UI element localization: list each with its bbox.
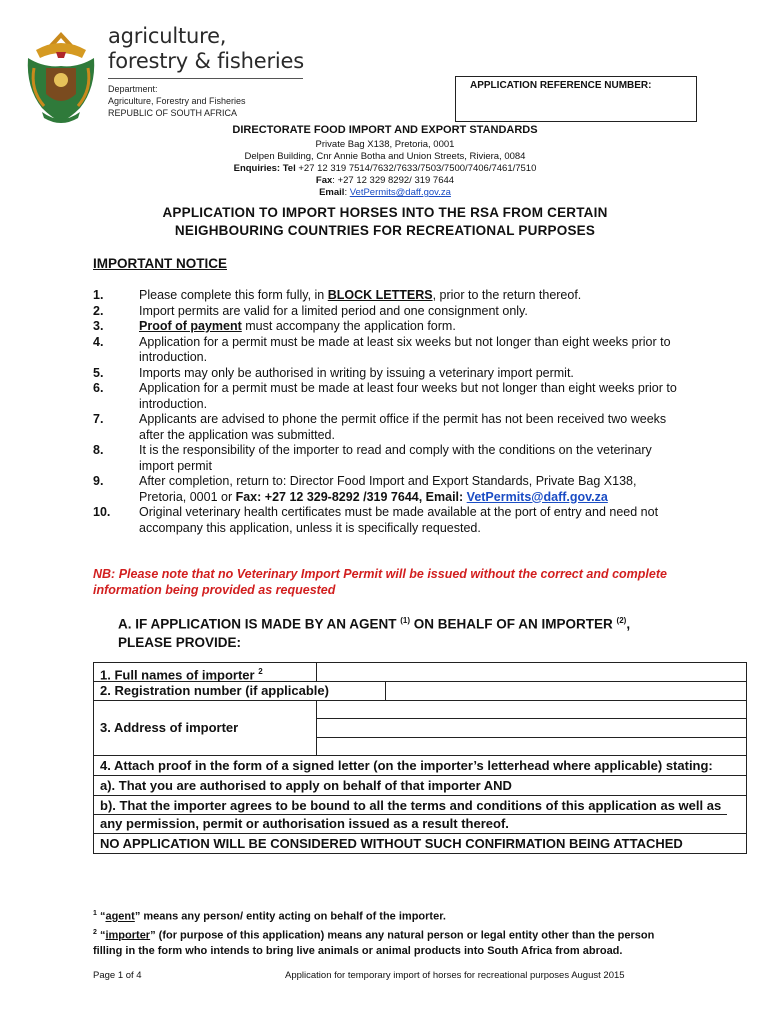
list-item	[93, 443, 683, 474]
item-text	[139, 474, 683, 505]
footnote-ref: (1)	[400, 616, 411, 625]
item-text: Applicants are advised to phone the permit office if the permit has not been received two weeks after the application was submitted.	[139, 412, 667, 442]
brand-line-2: forestry & fisheries	[108, 49, 305, 73]
notice-list	[93, 288, 683, 536]
enquiries-label: Enquiries: Tel	[233, 163, 296, 174]
nb-warning: NB: Please note that no Veterinary Import Permit will be issued without the correct and complete information being provided as requested	[93, 567, 667, 597]
item-emphasis: Fax: +27 12 329-8292 /319 7644, Email:	[235, 489, 467, 504]
footnote-ref: (2)	[616, 616, 627, 625]
list-item	[93, 319, 683, 335]
brand-divider	[108, 78, 303, 79]
item-text: Application for a permit must be made at least four weeks but not longer than eight weeks prior to introduction.	[139, 381, 677, 411]
item-number: 4.	[93, 334, 104, 349]
form-title	[0, 204, 770, 240]
enquiries-value: +27 12 319 7514/7632/7633/7503/7500/7406/7461/7510	[295, 163, 537, 174]
address-line-1: Private Bag X138, Pretoria, 0001	[315, 139, 455, 150]
address-input-line-1[interactable]	[317, 701, 746, 719]
address-label: 3. Address of importer	[94, 701, 317, 755]
table-row	[94, 776, 746, 796]
table-row	[94, 796, 746, 834]
fax-line	[0, 175, 770, 187]
department-brand	[108, 24, 304, 74]
fax-label: Fax	[315, 175, 333, 186]
brand-line-1: agriculture,	[108, 24, 227, 48]
item-number: 9.	[93, 474, 104, 488]
full-names-label	[94, 663, 317, 681]
item-emphasis: BLOCK LETTERS	[327, 288, 433, 302]
item-text: Import permits are valid for a limited period and one consignment only.	[139, 303, 528, 318]
email-link[interactable]: VetPermits@daff.gov.za	[349, 187, 451, 198]
address-line-2: Delpen Building, Cnr Annie Botha and Union Streets, Riviera, 0084	[244, 151, 526, 162]
condition-b-text: b). That the importer agrees to be bound to all the terms and conditions of this application as well as	[100, 798, 722, 813]
table-row	[94, 756, 746, 776]
list-item	[93, 366, 683, 382]
footnote-term: agent	[105, 910, 135, 923]
item-text-part: Please complete this form fully, in	[139, 288, 328, 302]
importer-form-table	[93, 662, 747, 854]
item-text: Application for a permit must be made at least six weeks but not longer than eight weeks prior to introduction.	[139, 334, 671, 364]
list-item	[93, 304, 683, 320]
notice-heading: IMPORTANT NOTICE	[93, 256, 227, 271]
table-row	[94, 682, 746, 701]
condition-a: a). That you are authorised to apply on behalf of that importer AND	[100, 778, 512, 793]
footnote-number: 2	[93, 928, 97, 936]
reference-number-label: APPLICATION REFERENCE NUMBER:	[470, 80, 652, 91]
footnote-1: $^1$ “agent” means any person/ entity acting on behalf of the importer.	[93, 910, 446, 923]
coat-of-arms-logo	[22, 28, 100, 126]
item-number: 5.	[93, 365, 104, 380]
enquiries-line	[0, 163, 770, 175]
footnote-text: (for purpose of this application) means any natural person or legal entity other than the person filling in the form who intends to bring live animals or animal products into South Africa from abroad.	[93, 929, 655, 958]
section-a-text: ON BEHALF OF AN IMPORTER	[410, 616, 617, 632]
address-input-line-3[interactable]	[317, 738, 746, 755]
footnote-number: 1	[93, 910, 97, 917]
item-number: 8.	[93, 443, 104, 457]
list-item	[93, 505, 683, 536]
document-footer: Application for temporary import of horses for recreational purposes August 2015	[285, 970, 625, 981]
item-text	[139, 319, 683, 335]
item-text: It is the responsibility of the importer to read and comply with the conditions on the veterinary import permit	[139, 443, 652, 473]
item-number: 2.	[93, 303, 104, 318]
condition-b	[94, 796, 727, 833]
no-application-warning: NO APPLICATION WILL BE CONSIDERED WITHOUT SUCH CONFIRMATION BEING ATTACHED	[100, 836, 683, 851]
page-number: Page 1 of 4	[93, 970, 142, 981]
item-text-part: , prior to the return thereof.	[432, 288, 582, 302]
title-line-2: NEIGHBOURING COUNTRIES FOR RECREATIONAL PURPOSES	[174, 223, 596, 238]
condition-b-continuation: any permission, permit or authorisation issued as a result thereof.	[94, 814, 727, 832]
table-row	[94, 701, 746, 756]
directorate-address	[0, 139, 770, 199]
footnote-2: $^2$ “importer” (for purpose of this application) means any natural person or legal entity other than the person filling in the form who intends to bring live animals or animal products into South Africa from abroad.	[93, 928, 655, 958]
item-text	[139, 288, 683, 304]
list-item	[93, 335, 683, 366]
footnote-text: means any person/ entity acting on behalf of the importer.	[140, 910, 446, 923]
department-subtitle	[108, 83, 246, 119]
sub-line-2: Agriculture, Forestry and Fisheries	[108, 96, 246, 106]
table-row	[94, 663, 746, 682]
sub-line-1: Department:	[108, 84, 158, 94]
table-row	[94, 834, 746, 853]
item-text: Imports may only be authorised in writing by issuing a veterinary import permit.	[139, 365, 574, 380]
list-item	[93, 474, 683, 505]
item-text-part: After completion, return to: Director Food Import and Export Standards, Private Bag X138, Pretoria, 0001 or	[139, 474, 637, 504]
email-line: Email: VetPermits@daff.gov.za	[319, 187, 451, 198]
section-a-heading	[118, 612, 678, 652]
full-names-label-text: 1. Full names of importer	[100, 667, 259, 683]
address-input-line-2[interactable]	[317, 719, 746, 737]
item-number: 7.	[93, 412, 104, 426]
item-text-part: must accompany the application form.	[241, 319, 456, 333]
proof-instruction: 4. Attach proof in the form of a signed letter (on the importer’s letterhead where applicable) stating:	[100, 758, 713, 773]
registration-number-label: 2. Registration number (if applicable)	[94, 682, 386, 700]
list-item	[93, 412, 683, 443]
footnote-ref: 2	[258, 667, 263, 676]
item-number: 6.	[93, 381, 104, 395]
footnote-term: importer	[105, 929, 151, 942]
item-number: 1.	[93, 288, 104, 302]
list-item	[93, 288, 683, 304]
item-number: 3.	[93, 319, 104, 333]
item-text: Original veterinary health certificates must be made available at the port of entry and need not accompany this application, unless it is specifically requested.	[139, 505, 659, 535]
title-line-1: APPLICATION TO IMPORT HORSES INTO THE RSA FROM CERTAIN	[162, 205, 608, 220]
list-item	[93, 381, 683, 412]
email-link[interactable]: VetPermits@daff.gov.za	[466, 489, 608, 504]
fax-value: : +27 12 329 8292/ 319 7644	[332, 175, 455, 186]
section-a-text: , PLEASE PROVIDE:	[118, 616, 631, 650]
item-emphasis: Proof of payment	[139, 319, 242, 333]
section-a-text: A. IF APPLICATION IS MADE BY AN AGENT	[118, 616, 401, 632]
registration-number-input[interactable]	[386, 682, 746, 700]
email-label: Email	[319, 187, 345, 198]
sub-line-3: REPUBLIC OF SOUTH AFRICA	[108, 108, 238, 118]
item-number: 10.	[93, 505, 111, 519]
directorate-name: DIRECTORATE FOOD IMPORT AND EXPORT STANDARDS	[232, 124, 538, 136]
address-inputs	[317, 701, 746, 755]
footnotes	[93, 906, 673, 959]
full-names-input[interactable]	[317, 663, 746, 681]
